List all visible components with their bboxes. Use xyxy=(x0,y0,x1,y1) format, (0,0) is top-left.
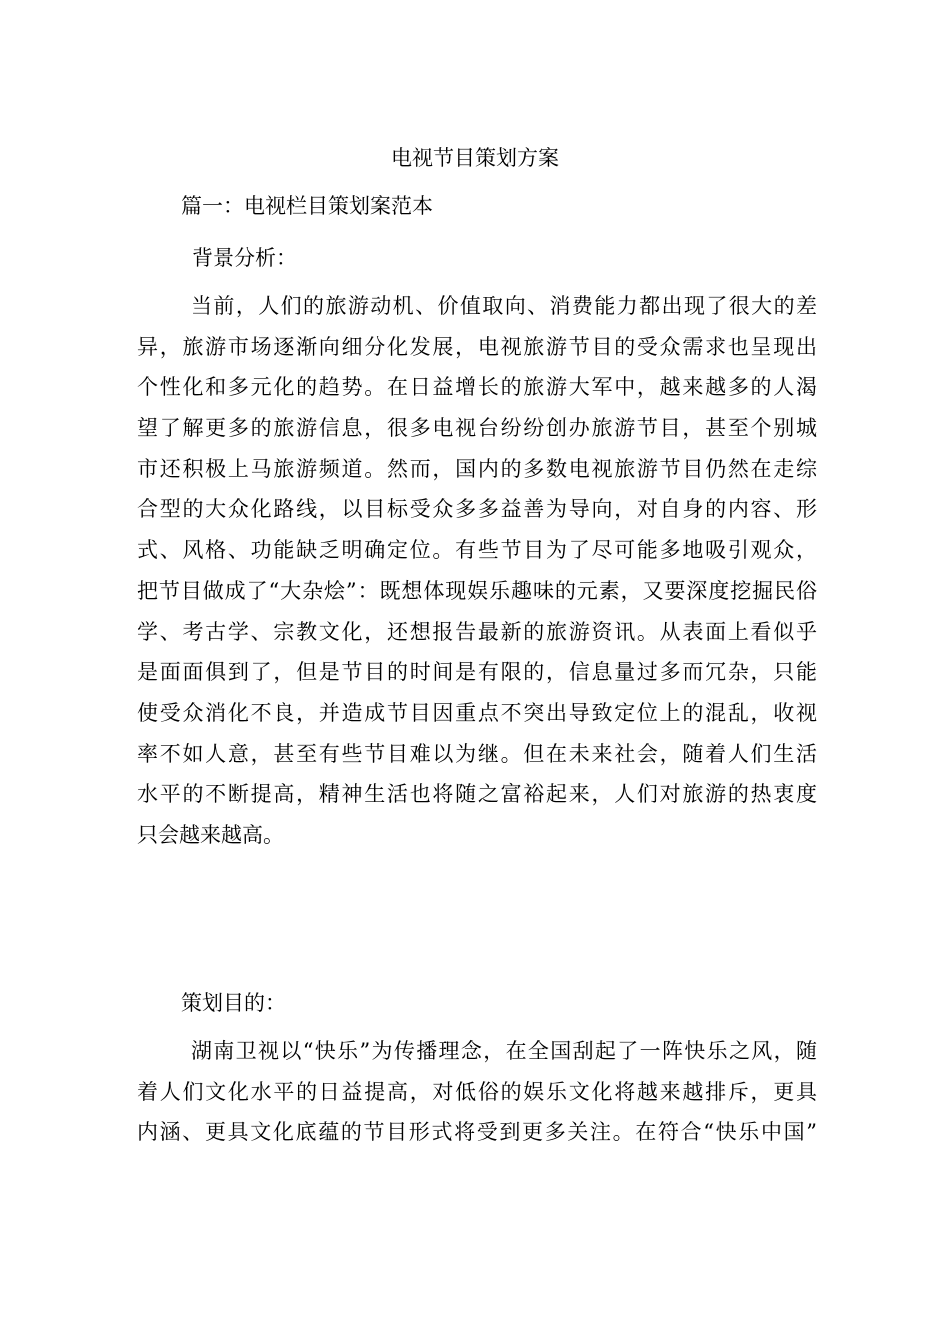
background-paragraph xyxy=(137,286,817,856)
paragraph-line: 水平的不断提高，精神生活也将随之富裕起来，人们对旅游的热衷度 xyxy=(137,782,817,807)
paragraph-line: 着人们文化水平的日益提高，对低俗的娱乐文化将越来越排斥，更具 xyxy=(137,1079,817,1104)
paragraph-line: 学、考古学、宗教文化，还想报告最新的旅游资讯。从表面上看似乎 xyxy=(137,619,817,644)
paragraph-line: 内涵、更具文化底蕴的节目形式将受到更多关注。在符合“快乐中国” xyxy=(137,1120,817,1145)
paragraph-line: 合型的大众化路线，以目标受众多多益善为导向，对自身的内容、形 xyxy=(137,497,817,522)
background-heading: 背景分析： xyxy=(192,246,297,270)
paragraph-line: 湖南卫视以“快乐”为传播理念，在全国刮起了一阵快乐之风，随 xyxy=(191,1039,817,1063)
paragraph-line: 个性化和多元化的趋势。在日益增长的旅游大军中，越来越多的人渴 xyxy=(137,375,817,400)
paragraph-line: 当前，人们的旅游动机、价值取向、消费能力都出现了很大的差 xyxy=(191,294,817,318)
paragraph-line: 是面面俱到了，但是节目的时间是有限的，信息量过多而冗杂，只能 xyxy=(137,660,817,685)
document-title: 电视节目策划方案 xyxy=(391,146,559,170)
paragraph-line: 只会越来越高。 xyxy=(137,822,284,847)
section-heading: 篇一：电视栏目策划案范本 xyxy=(181,194,433,218)
purpose-heading: 策划目的： xyxy=(181,991,286,1015)
paragraph-line: 市还积极上马旅游频道。然而，国内的多数电视旅游节目仍然在走综 xyxy=(137,456,817,481)
paragraph-line: 把节目做成了“大杂烩”：既想体现娱乐趣味的元素，又要深度挖掘民俗 xyxy=(137,578,817,603)
paragraph-line: 式、风格、功能缺乏明确定位。有些节目为了尽可能多地吸引观众， xyxy=(137,538,817,563)
paragraph-line: 使受众消化不良，并造成节目因重点不突出导致定位上的混乱，收视 xyxy=(137,700,817,725)
paragraph-line: 率不如人意，甚至有些节目难以为继。但在未来社会，随着人们生活 xyxy=(137,741,817,766)
paragraph-line: 望了解更多的旅游信息，很多电视台纷纷创办旅游节目，甚至个别城 xyxy=(137,416,817,441)
purpose-paragraph xyxy=(137,1031,817,1153)
paragraph-line: 异，旅游市场逐渐向细分化发展，电视旅游节目的受众需求也呈现出 xyxy=(137,334,817,359)
